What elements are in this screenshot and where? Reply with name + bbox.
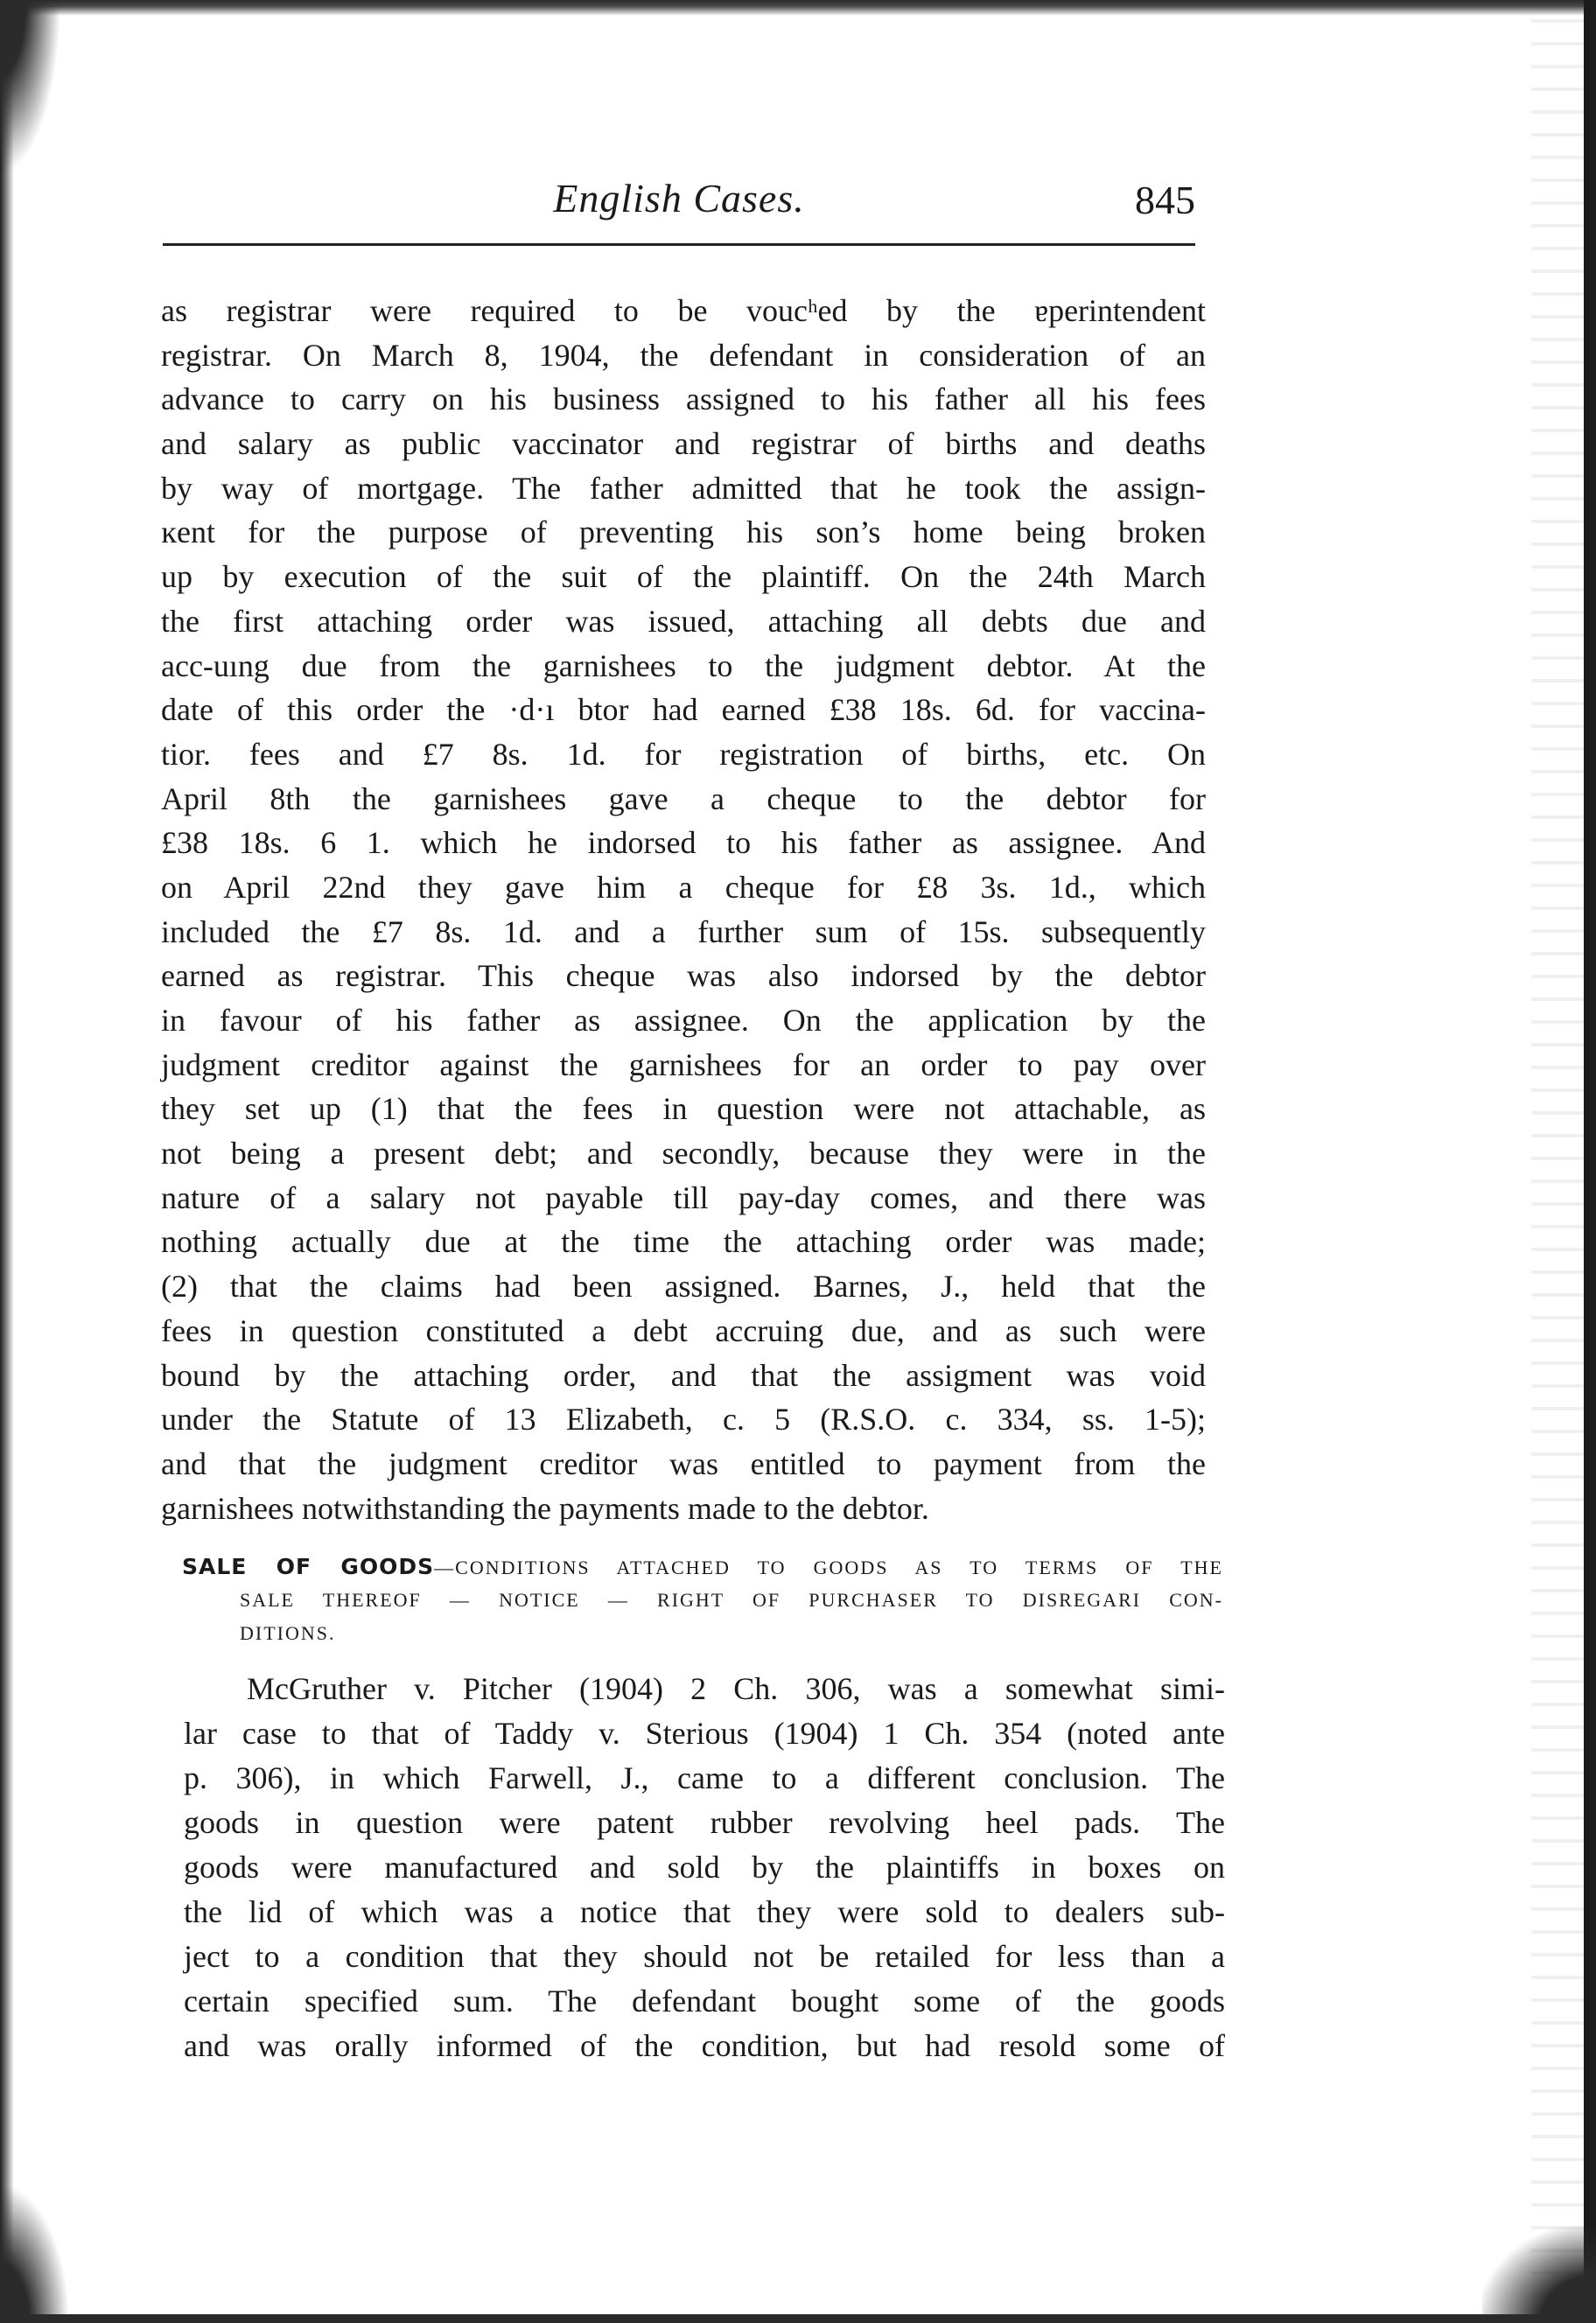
scan-edge-left [0, 0, 14, 2323]
text-line: the lid of which was a notice that they were sold to dealers sub- [184, 1894, 1225, 1929]
text-line: nothing actually due at the time the attaching order was made; [161, 1224, 1206, 1260]
scan-edge-bottom [0, 2314, 1596, 2323]
scan-corner-bottom-left [0, 2183, 70, 2323]
text-line: registrar. On March 8, 1904, the defendant in consideration of an [161, 337, 1206, 373]
text-line: nature of a salary not payable till pay-day comes, and there was [161, 1179, 1206, 1215]
text-line: they set up (1) that the fees in question were not attachable, as [161, 1091, 1206, 1127]
running-title: English Cases. [553, 176, 805, 220]
heading-line-rest: —CONDITIONS ATTACHED TO GOODS AS TO TERMS OF THE [434, 1557, 1223, 1578]
header-rule [163, 243, 1195, 246]
text-line: advance to carry on his business assigned to his father all his fees [161, 381, 1206, 417]
text-line: date of this order the ·d·ı btor had earned £38 18s. 6d. for vaccina- [161, 692, 1206, 728]
text-line: tior. fees and £7 8s. 1d. for registration of births, etc. On [161, 736, 1206, 772]
text-line: ject to a condition that they should not be retailed for less than a [184, 1939, 1225, 1974]
paragraph-garnishee-case [161, 289, 1206, 1530]
text-line: and that the judgment creditor was entitled to payment from the [161, 1445, 1206, 1481]
text-line: up by execution of the suit of the plaintiff. On the 24th March [161, 559, 1206, 595]
heading-line [182, 1550, 1223, 1584]
text-line: fees in question constituted a debt accruing due, and as such were [161, 1312, 1206, 1348]
text-line: as registrar were required to be voucʰed by the ɐperintendent [161, 293, 1206, 328]
text-line: the first attaching order was issued, attaching all debts due and [161, 603, 1206, 639]
scan-edge-right [1584, 0, 1596, 2323]
text-line: garnishees notwithstanding the payments made to the debtor. [161, 1490, 929, 1526]
text-line: April 8th the garnishees gave a cheque to the debtor for [161, 780, 1206, 816]
text-line: on April 22nd they gave him a cheque for £8 3s. 1d., which [161, 869, 1206, 905]
text-line: McGruther v. Pitcher (1904) 2 Ch. 306, was a somewhat simi- [247, 1671, 1225, 1706]
scan-corner-top-left [0, 0, 61, 175]
scan-edge-top [0, 0, 1596, 16]
running-head [163, 166, 1195, 236]
text-line: earned as registrar. This cheque was also indorsed by the debtor [161, 958, 1206, 994]
text-line: judgment creditor against the garnishees for an order to pay over [161, 1046, 1206, 1082]
text-line: bound by the attaching order, and that the assigment was void [161, 1357, 1206, 1393]
text-line: goods were manufactured and sold by the plaintiffs in boxes on [184, 1850, 1225, 1885]
heading-lead: SALE OF GOODS [182, 1554, 435, 1579]
heading-line: SALE THEREOF — NOTICE — RIGHT OF PURCHASER TO DISREGARI CON- [240, 1589, 1223, 1611]
heading-line: DITIONS. [240, 1622, 336, 1644]
paragraph-mcgruther-v-pitcher [184, 1667, 1225, 2068]
text-line: p. 306), in which Farwell, J., came to a different conclusion. The [184, 1760, 1225, 1795]
scan-corner-bottom-right [1482, 2227, 1596, 2323]
text-line: and was orally informed of the condition, but had resold some of [184, 2028, 1225, 2063]
page-number: 845 [1135, 178, 1195, 222]
text-line: ĸent for the purpose of preventing his son’s home being broken [161, 514, 1206, 550]
text-line: (2) that the claims had been assigned. Barnes, J., held that the [161, 1269, 1206, 1305]
text-line: in favour of his father as assignee. On the application by the [161, 1003, 1206, 1038]
text-line: by way of mortgage. The father admitted that he took the assign- [161, 470, 1206, 506]
text-line: £38 18s. 6 1. which he indorsed to his father as assignee. And [161, 825, 1206, 861]
text-line: lar case to that of Taddy v. Sterious (1904) 1 Ch. 354 (noted ante [184, 1716, 1225, 1751]
text-line: included the £7 8s. 1d. and a further sum of 15s. subsequently [161, 913, 1206, 949]
text-line: acc-uıng due from the garnishees to the judgment debtor. At the [161, 647, 1206, 683]
scan-edge-right-noise [1531, 0, 1584, 2323]
text-line: goods in question were patent rubber revolving heel pads. The [184, 1805, 1225, 1840]
text-line: not being a present debt; and secondly, because they were in the [161, 1136, 1206, 1172]
text-line: and salary as public vaccinator and registrar of births and deaths [161, 426, 1206, 462]
section-heading-sale-of-goods [182, 1550, 1223, 1650]
text-line: certain specified sum. The defendant bought some of the goods [184, 1984, 1225, 2019]
text-line: under the Statute of 13 Elizabeth, c. 5 (R.S.O. c. 334, ss. 1-5); [161, 1402, 1206, 1438]
